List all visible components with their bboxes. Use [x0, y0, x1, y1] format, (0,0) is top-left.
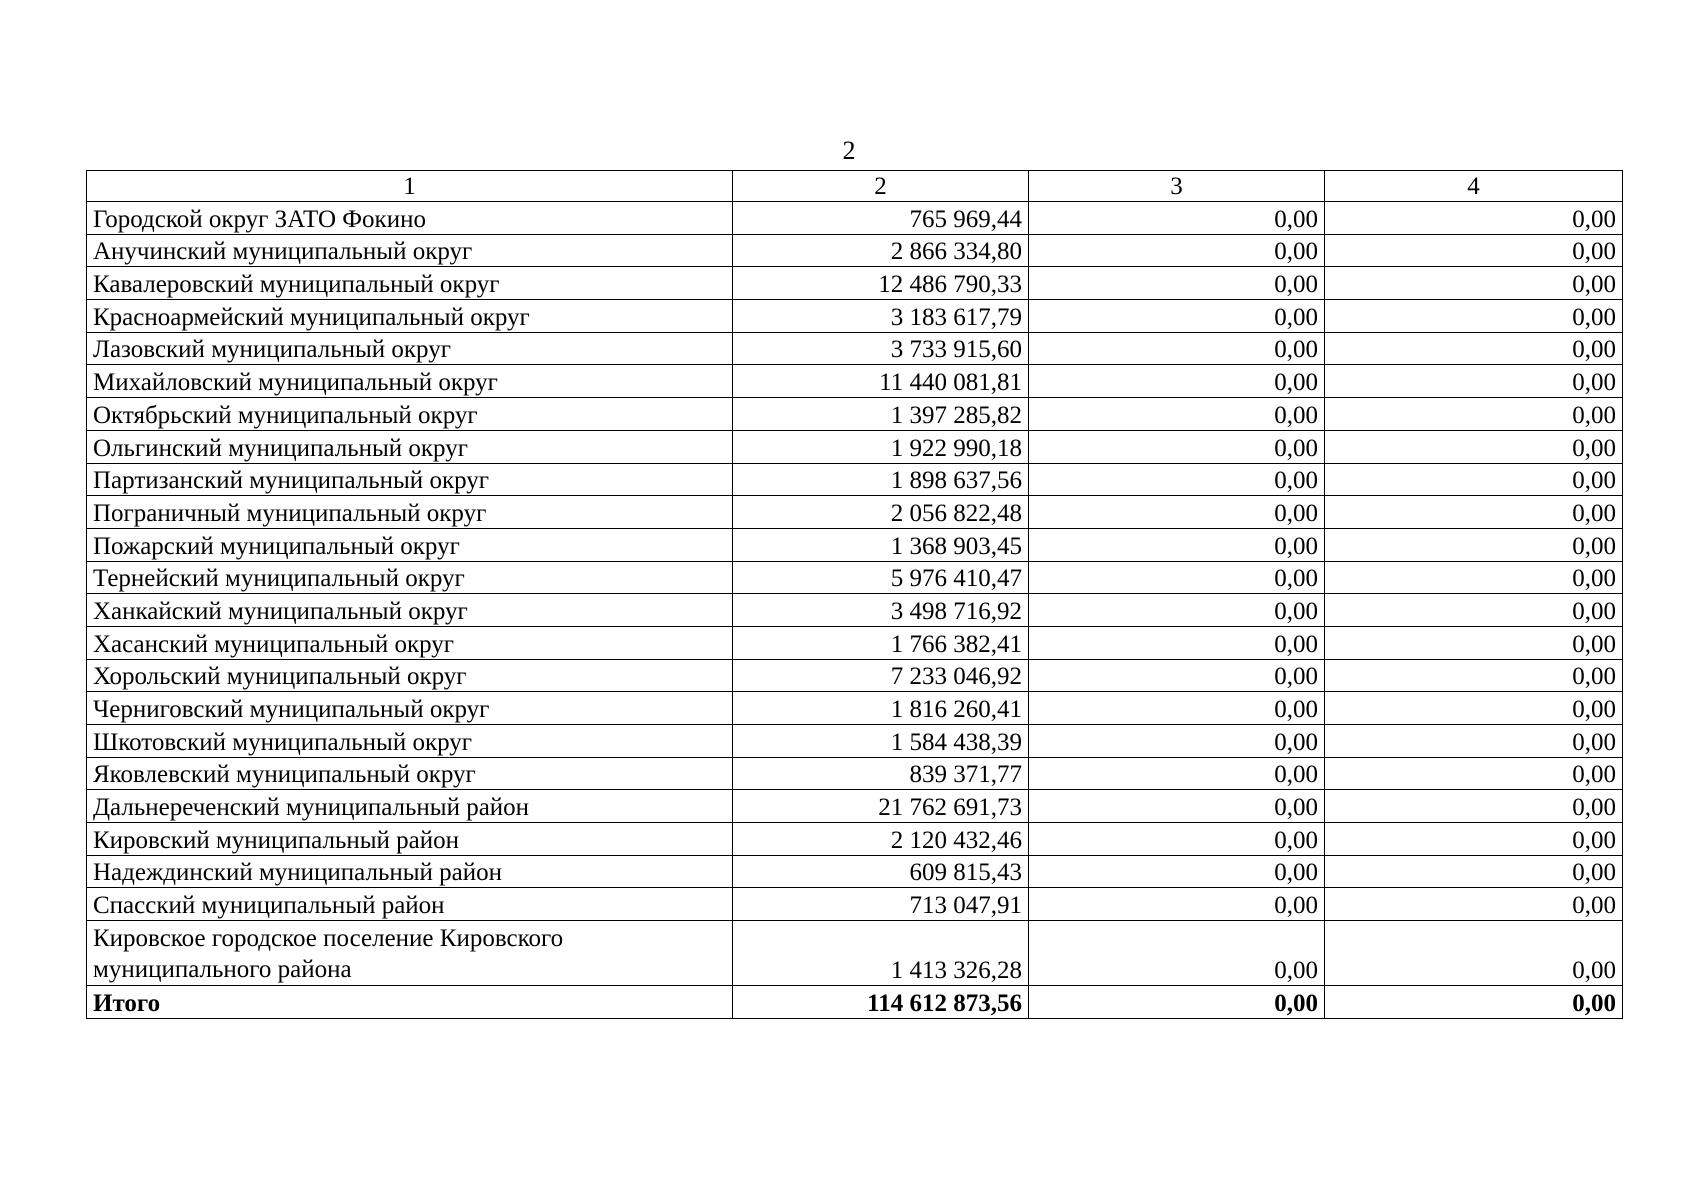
column-4-cell: 0,00 [1325, 365, 1623, 398]
column-header-2: 2 [733, 171, 1029, 202]
column-3-cell: 0,00 [1029, 561, 1325, 594]
column-2-cell: 1 898 637,56 [733, 463, 1029, 496]
column-2-cell: 713 047,91 [733, 888, 1029, 921]
municipality-name-cell: Черниговский муниципальный округ [87, 692, 733, 725]
column-2-cell: 3 498 716,92 [733, 594, 1029, 627]
column-3-cell: 0,00 [1029, 365, 1325, 398]
table-row [87, 561, 1623, 594]
column-4-cell: 0,00 [1325, 888, 1623, 921]
column-4-cell: 0,00 [1325, 234, 1623, 267]
municipality-name-cell: Тернейский муниципальный округ [87, 561, 733, 594]
column-3-cell: 0,00 [1029, 855, 1325, 888]
column-2-cell: 2 120 432,46 [733, 823, 1029, 856]
column-4-cell: 0,00 [1325, 725, 1623, 758]
column-4-cell: 0,00 [1325, 430, 1623, 463]
municipality-name-cell: Кавалеровский муниципальный округ [87, 267, 733, 300]
column-3-cell: 0,00 [1029, 823, 1325, 856]
table-row [87, 888, 1623, 921]
data-table [86, 170, 1623, 1019]
table-row [87, 267, 1623, 300]
table-row [87, 855, 1623, 888]
column-2-cell: 1 584 438,39 [733, 725, 1029, 758]
column-4-cell: 0,00 [1325, 332, 1623, 365]
column-3-cell: 0,00 [1029, 430, 1325, 463]
header-row [87, 171, 1623, 202]
page-number: 2 [842, 136, 856, 165]
column-4-cell: 0,00 [1325, 790, 1623, 823]
municipality-name-cell: Яковлевский муниципальный округ [87, 757, 733, 790]
column-4-cell: 0,00 [1325, 921, 1623, 986]
table-row [87, 757, 1623, 790]
column-2-cell: 21 762 691,73 [733, 790, 1029, 823]
municipality-name-cell: Надеждинский муниципальный район [87, 855, 733, 888]
column-4-cell: 0,00 [1325, 561, 1623, 594]
column-3-cell: 0,00 [1029, 692, 1325, 725]
column-header-3: 3 [1029, 171, 1325, 202]
column-3-cell: 0,00 [1029, 398, 1325, 431]
column-4-cell: 0,00 [1325, 463, 1623, 496]
total-row [87, 986, 1623, 1019]
table-body [87, 202, 1623, 986]
column-3-cell: 0,00 [1029, 332, 1325, 365]
table-row [87, 790, 1623, 823]
column-3-cell: 0,00 [1029, 594, 1325, 627]
column-3-cell: 0,00 [1029, 267, 1325, 300]
column-4-cell: 0,00 [1325, 202, 1623, 235]
column-2-cell: 1 766 382,41 [733, 626, 1029, 659]
column-2-cell: 7 233 046,92 [733, 659, 1029, 692]
column-3-cell: 0,00 [1029, 463, 1325, 496]
table-row [87, 692, 1623, 725]
table-row [87, 823, 1623, 856]
column-2-cell: 3 733 915,60 [733, 332, 1029, 365]
municipality-name-cell: Ольгинский муниципальный округ [87, 430, 733, 463]
column-2-cell: 1 397 285,82 [733, 398, 1029, 431]
municipality-name-cell: Ханкайский муниципальный округ [87, 594, 733, 627]
column-header-1: 1 [87, 171, 733, 202]
column-3-cell: 0,00 [1029, 300, 1325, 333]
column-4-cell: 0,00 [1325, 267, 1623, 300]
municipality-name-cell: Партизанский муниципальный округ [87, 463, 733, 496]
table-row [87, 234, 1623, 267]
column-2-cell: 2 056 822,48 [733, 496, 1029, 529]
column-4-cell: 0,00 [1325, 626, 1623, 659]
column-2-cell: 1 816 260,41 [733, 692, 1029, 725]
column-header-4: 4 [1325, 171, 1623, 202]
table-row [87, 365, 1623, 398]
column-2-cell: 765 969,44 [733, 202, 1029, 235]
municipality-name-cell: Шкотовский муниципальный округ [87, 725, 733, 758]
column-3-cell: 0,00 [1029, 626, 1325, 659]
column-4-cell: 0,00 [1325, 398, 1623, 431]
column-4-cell: 0,00 [1325, 594, 1623, 627]
table-row [87, 398, 1623, 431]
total-label: Итого [87, 986, 733, 1019]
column-4-cell: 0,00 [1325, 855, 1623, 888]
table-row [87, 626, 1623, 659]
municipality-name-cell: Хорольский муниципальный округ [87, 659, 733, 692]
municipality-name-cell: Городской округ ЗАТО Фокино [87, 202, 733, 235]
column-2-cell: 3 183 617,79 [733, 300, 1029, 333]
table-row [87, 332, 1623, 365]
municipality-name-cell: Пожарский муниципальный округ [87, 528, 733, 561]
column-4-cell: 0,00 [1325, 757, 1623, 790]
municipality-name-cell: Спасский муниципальный район [87, 888, 733, 921]
column-4-cell: 0,00 [1325, 496, 1623, 529]
total-column-3: 0,00 [1029, 986, 1325, 1019]
column-3-cell: 0,00 [1029, 757, 1325, 790]
municipality-name-cell: Кировский муниципальный район [87, 823, 733, 856]
column-3-cell: 0,00 [1029, 725, 1325, 758]
column-3-cell: 0,00 [1029, 528, 1325, 561]
column-2-cell: 1 368 903,45 [733, 528, 1029, 561]
total-column-4: 0,00 [1325, 986, 1623, 1019]
column-4-cell: 0,00 [1325, 528, 1623, 561]
table-row [87, 528, 1623, 561]
municipality-name-cell: Красноармейский муниципальный округ [87, 300, 733, 333]
column-3-cell: 0,00 [1029, 496, 1325, 529]
column-4-cell: 0,00 [1325, 659, 1623, 692]
municipality-name-cell: Октябрьский муниципальный округ [87, 398, 733, 431]
column-3-cell: 0,00 [1029, 790, 1325, 823]
municipality-name-cell: Хасанский муниципальный округ [87, 626, 733, 659]
municipality-name-cell: Пограничный муниципальный округ [87, 496, 733, 529]
column-2-cell: 609 815,43 [733, 855, 1029, 888]
table-row [87, 202, 1623, 235]
column-3-cell: 0,00 [1029, 921, 1325, 986]
column-2-cell: 11 440 081,81 [733, 365, 1029, 398]
column-2-cell: 2 866 334,80 [733, 234, 1029, 267]
column-4-cell: 0,00 [1325, 823, 1623, 856]
table-row [87, 463, 1623, 496]
municipality-name-cell: Лазовский муниципальный округ [87, 332, 733, 365]
total-column-2: 114 612 873,56 [733, 986, 1029, 1019]
column-3-cell: 0,00 [1029, 234, 1325, 267]
column-3-cell: 0,00 [1029, 659, 1325, 692]
table-row [87, 594, 1623, 627]
municipality-name-cell: Анучинский муниципальный округ [87, 234, 733, 267]
column-2-cell: 839 371,77 [733, 757, 1029, 790]
table-row [87, 725, 1623, 758]
municipality-name-cell: Дальнереченский муниципальный район [87, 790, 733, 823]
table-row [87, 300, 1623, 333]
table-row [87, 921, 1623, 986]
column-3-cell: 0,00 [1029, 888, 1325, 921]
municipality-name-cell: Михайловский муниципальный округ [87, 365, 733, 398]
table-row [87, 496, 1623, 529]
table-row [87, 430, 1623, 463]
column-2-cell: 5 976 410,47 [733, 561, 1029, 594]
column-2-cell: 12 486 790,33 [733, 267, 1029, 300]
column-3-cell: 0,00 [1029, 202, 1325, 235]
column-2-cell: 1 413 326,28 [733, 921, 1029, 986]
column-2-cell: 1 922 990,18 [733, 430, 1029, 463]
column-4-cell: 0,00 [1325, 300, 1623, 333]
column-4-cell: 0,00 [1325, 692, 1623, 725]
table-row [87, 659, 1623, 692]
municipality-name-cell: Кировское городское поселение Кировского муниципального района [87, 921, 733, 986]
